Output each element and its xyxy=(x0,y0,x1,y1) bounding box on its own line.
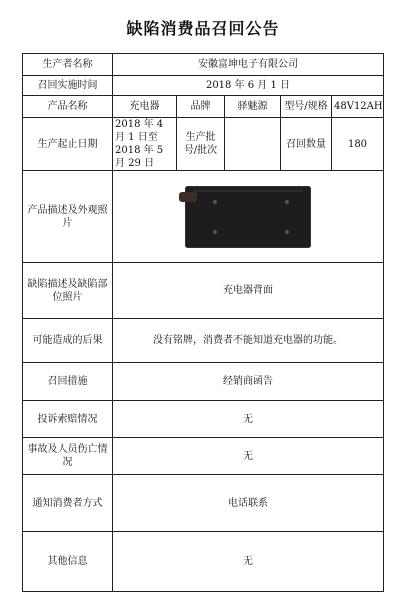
screw-hole xyxy=(285,200,289,204)
other-label: 其他信息 xyxy=(23,532,113,592)
notify-label: 通知消费者方式 xyxy=(23,475,113,532)
product-name-value: 充电器 xyxy=(113,96,177,118)
batch-value xyxy=(225,118,281,171)
charger-edge xyxy=(193,190,303,192)
charger-cable xyxy=(179,192,197,202)
measure-label: 召回措施 xyxy=(23,363,113,401)
row-consequence xyxy=(23,319,384,363)
defect-value: 充电器背面 xyxy=(113,263,384,319)
row-notify xyxy=(23,475,384,532)
notify-value: 电话联系 xyxy=(113,475,384,532)
row-complaints xyxy=(23,401,384,438)
page-title: 缺陷消费品召回公告 xyxy=(126,19,280,38)
screw-hole xyxy=(213,230,217,234)
row-recall-date xyxy=(23,76,384,96)
consequence-label: 可能造成的后果 xyxy=(23,319,113,363)
complaints-label: 投诉索赔情况 xyxy=(23,401,113,438)
charger-photo xyxy=(185,186,311,248)
model-label: 型号/规格 xyxy=(281,96,332,118)
row-defect xyxy=(23,263,384,319)
description-photo-cell xyxy=(113,171,384,263)
row-other xyxy=(23,532,384,592)
defect-label: 缺陷描述及缺陷部位照片 xyxy=(23,263,113,319)
row-producer xyxy=(23,54,384,76)
recall-table xyxy=(22,53,384,592)
screw-hole xyxy=(213,200,217,204)
recall-date-label: 召回实施时间 xyxy=(23,76,113,96)
measure-value: 经销商函告 xyxy=(113,363,384,401)
accidents-value: 无 xyxy=(113,438,384,475)
complaints-value: 无 xyxy=(113,401,384,438)
brand-value: 驿魅源 xyxy=(225,96,281,118)
recall-qty-label: 召回数量 xyxy=(281,118,332,171)
other-value: 无 xyxy=(113,532,384,592)
recall-qty-value: 180 xyxy=(332,118,384,171)
production-dates-value: 2018 年 4 月 1 日至 2018 年 5 月 29 日 xyxy=(113,118,177,171)
model-value: 48V12AH xyxy=(332,96,384,118)
batch-label: 生产批号/批次 xyxy=(177,118,225,171)
row-accidents xyxy=(23,438,384,475)
producer-label: 生产者名称 xyxy=(23,54,113,76)
row-measure xyxy=(23,363,384,401)
consequence-value: 没有铭牌，消费者不能知道充电器的功能。 xyxy=(113,319,384,363)
producer-value: 安徽富坤电子有限公司 xyxy=(113,54,384,76)
row-production xyxy=(23,118,384,171)
recall-date-value: 2018 年 6 月 1 日 xyxy=(113,76,384,96)
brand-label: 品牌 xyxy=(177,96,225,118)
row-description xyxy=(23,171,384,263)
screw-hole xyxy=(285,230,289,234)
production-dates-label: 生产起止日期 xyxy=(23,118,113,171)
product-name-label: 产品名称 xyxy=(23,96,113,118)
row-product xyxy=(23,96,384,118)
accidents-label: 事故及人员伤亡情况 xyxy=(23,438,113,475)
description-label: 产品描述及外观照片 xyxy=(23,171,113,263)
